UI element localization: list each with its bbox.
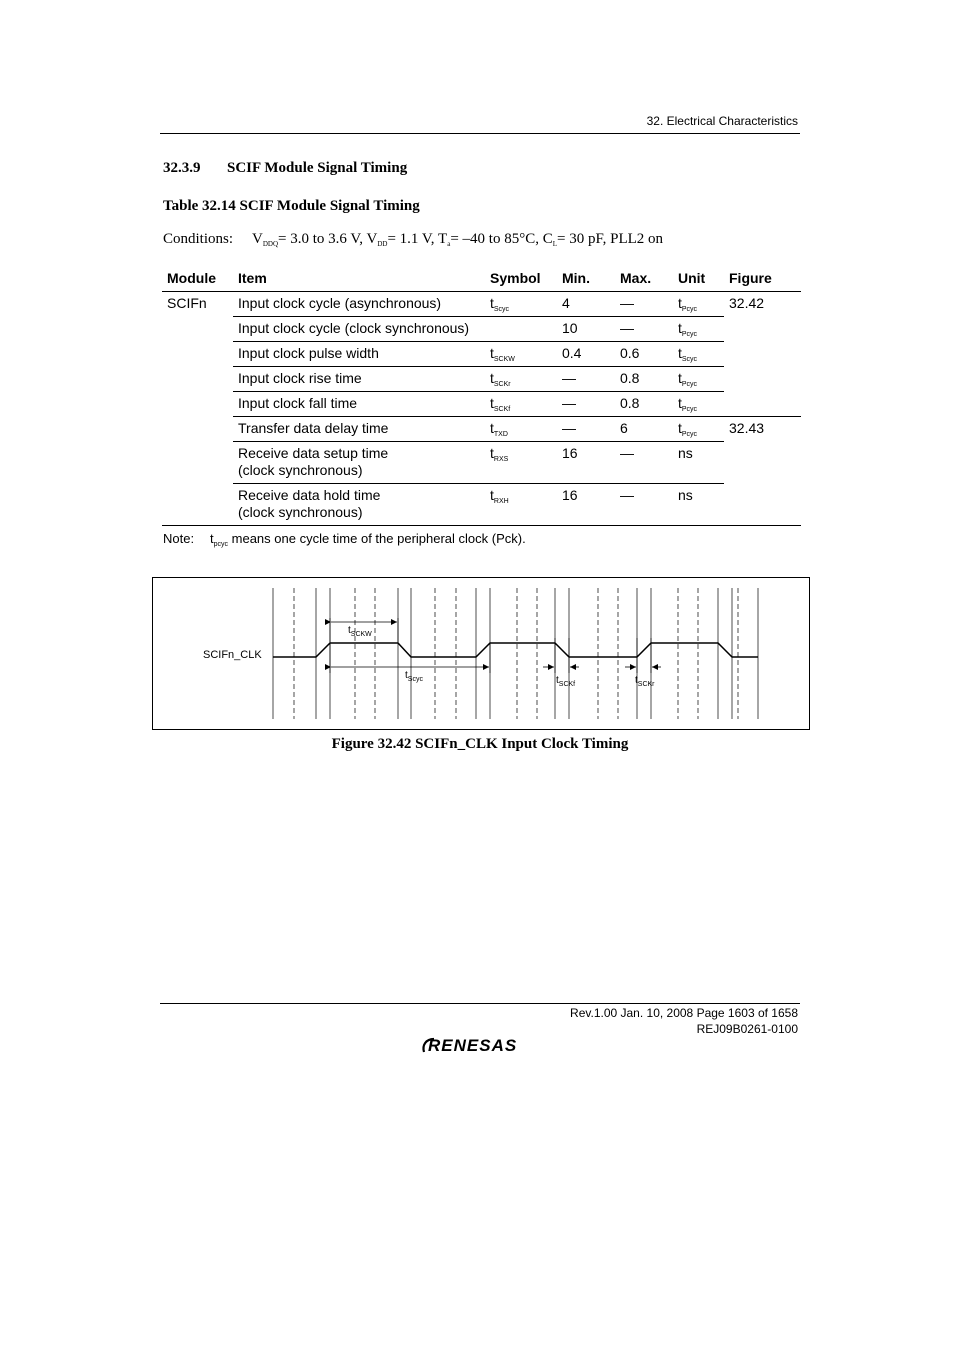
footer-doc-number: REJ09B0261-0100 xyxy=(696,1022,798,1036)
unit-cell: $t_{Pcyc}$ xyxy=(673,292,724,317)
sckw-label: $t_{SCKW}$ xyxy=(348,625,372,638)
table-row xyxy=(162,417,801,442)
table-header-row xyxy=(162,264,801,292)
symbol-cell: $t_{SCKW}$ xyxy=(485,342,557,367)
signal-label: SCIFn_CLK xyxy=(203,649,262,661)
renesas-logo xyxy=(420,1035,544,1060)
col-header-module: Module xyxy=(162,264,233,292)
unit-cell: $t_{Scyc}$ xyxy=(673,342,724,367)
unit-cell: ns xyxy=(673,484,724,526)
section-title: SCIF Module Signal Timing xyxy=(227,160,408,176)
timing-gridlines xyxy=(273,588,758,719)
table-row xyxy=(162,484,801,526)
table-row xyxy=(162,342,801,367)
symbol-cell: $t_{RXS}$ xyxy=(485,442,557,484)
scyc-label: $t_{Scyc}$ xyxy=(405,670,423,683)
item-cell: Input clock pulse width xyxy=(233,342,485,367)
min-cell: 10 xyxy=(557,317,615,342)
min-cell: — xyxy=(557,417,615,442)
min-cell: 16 xyxy=(557,442,615,484)
table-row xyxy=(162,442,801,484)
col-header-item: Item xyxy=(233,264,485,292)
item-cell: Input clock fall time xyxy=(233,392,485,417)
figure-cell: 32.43 xyxy=(724,417,801,526)
symbol-cell: $t_{RXH}$ xyxy=(485,484,557,526)
item-cell: Receive data hold time (clock synchronous) xyxy=(233,484,485,526)
min-cell: 16 xyxy=(557,484,615,526)
col-header-max: Max. xyxy=(615,264,673,292)
unit-cell: ns xyxy=(673,442,724,484)
footer-revision: Rev.1.00 Jan. 10, 2008 Page 1603 of 1658 xyxy=(570,1006,798,1020)
item-cell: Receive data setup time (clock synchronous) xyxy=(233,442,485,484)
col-header-unit: Unit xyxy=(673,264,724,292)
col-header-symbol: Symbol xyxy=(485,264,557,292)
max-cell: — xyxy=(615,317,673,342)
note-label: Note: xyxy=(163,531,195,546)
unit-cell: $t_{Pcyc}$ xyxy=(673,392,724,417)
section-number: 32.3.9 xyxy=(163,160,201,176)
sckf-label: $t_{SCKf}$ xyxy=(556,675,576,688)
min-cell: 4 xyxy=(557,292,615,317)
min-cell: — xyxy=(557,392,615,417)
table-row xyxy=(162,317,801,342)
table-conditions: Conditions: $V_{DDQ}= 3.0$ to 3.6 V, $V_{DD}= 1.1$ V, $T_a= -40$ to 85°C, $C_L= 30$ pF, PLL2 on xyxy=(163,231,664,248)
min-cell: 0.4 xyxy=(557,342,615,367)
header-rule xyxy=(160,133,800,134)
table-caption: Table 32.14 SCIF Module Signal Timing xyxy=(163,198,420,214)
symbol-cell: $t_{TXD}$ xyxy=(485,417,557,442)
max-cell: 0.8 xyxy=(615,367,673,392)
clock-waveform xyxy=(273,643,758,657)
sckr-label: $t_{SCKr}$ xyxy=(635,675,655,688)
symbol-cell: $t_{Scyc}$ xyxy=(485,292,557,317)
running-header: 32. Electrical Characteristics xyxy=(646,114,798,128)
symbol-cell: $t_{SCKr}$ xyxy=(485,367,557,392)
item-cell: Input clock rise time xyxy=(233,367,485,392)
unit-cell: $t_{Pcyc}$ xyxy=(673,367,724,392)
figure-cell: 32.42 xyxy=(724,292,801,417)
module-cell: SCIFn xyxy=(162,292,233,526)
timing-diagram-frame xyxy=(152,577,810,730)
max-cell: 0.8 xyxy=(615,392,673,417)
table-note: Note: $t_{pcyc}$ means one cycle time of the peripheral clock (Pck). xyxy=(163,531,526,548)
logo-text: RENESAS xyxy=(428,1036,518,1055)
max-cell: — xyxy=(615,484,673,526)
item-cell: Input clock cycle (clock synchronous) xyxy=(233,317,485,342)
unit-cell: $t_{Pcyc}$ xyxy=(673,417,724,442)
table-row xyxy=(162,367,801,392)
symbol-cell: $t_{SCKf}$ xyxy=(485,392,557,417)
footer-rule xyxy=(160,1003,800,1004)
col-header-figure: Figure xyxy=(724,264,801,292)
renesas-logo-mark xyxy=(420,1035,544,1055)
col-header-min: Min. xyxy=(557,264,615,292)
min-cell: — xyxy=(557,367,615,392)
timing-diagram xyxy=(153,578,809,729)
unit-cell: $t_{Pcyc}$ xyxy=(673,317,724,342)
table-row xyxy=(162,292,801,317)
section-heading xyxy=(163,160,407,177)
symbol-cell xyxy=(485,317,557,342)
max-cell: — xyxy=(615,292,673,317)
item-cell: Input clock cycle (asynchronous) xyxy=(233,292,485,317)
conditions-label: Conditions: xyxy=(163,231,234,247)
figure-caption: Figure 32.42 SCIFn_CLK Input Clock Timing xyxy=(331,736,629,752)
max-cell: 6 xyxy=(615,417,673,442)
item-cell: Transfer data delay time xyxy=(233,417,485,442)
table-row xyxy=(162,392,801,417)
max-cell: 0.6 xyxy=(615,342,673,367)
spec-table xyxy=(162,264,801,526)
max-cell: — xyxy=(615,442,673,484)
